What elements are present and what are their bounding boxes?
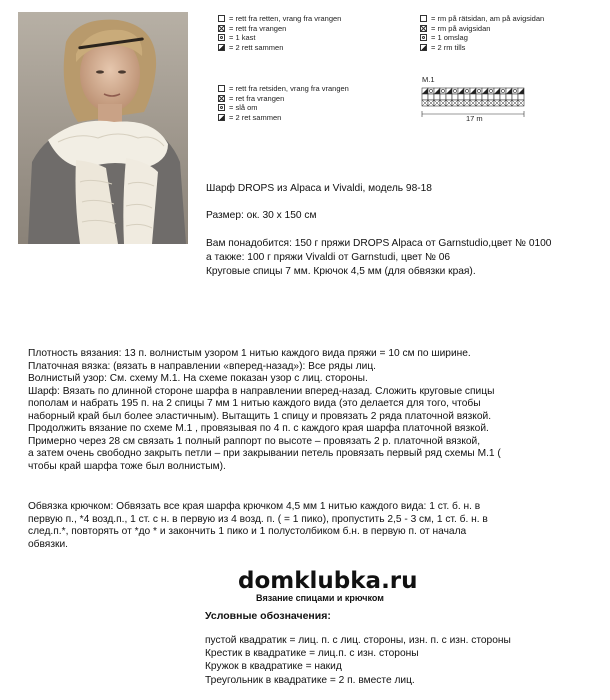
chart-cell	[464, 94, 470, 100]
chart-cell	[518, 94, 524, 100]
definitions-list	[205, 634, 511, 687]
legend-row: = rm på rätsidan, am på avigsidan	[420, 14, 544, 24]
site-logo[interactable]: domklubka.ru	[238, 568, 418, 594]
cross-square-icon	[218, 95, 225, 102]
chart-cell	[428, 88, 434, 94]
site-tagline: Вязание спицами и крючком	[256, 593, 384, 603]
chart-cell	[422, 94, 428, 100]
chart-cell	[476, 94, 482, 100]
triangle-square-icon	[218, 44, 225, 51]
pattern-size: Размер: ок. 30 х 150 см	[206, 210, 317, 221]
empty-square-icon	[420, 15, 427, 22]
legend-row: = 1 kast	[218, 33, 341, 43]
chart-cell	[482, 94, 488, 100]
crochet-instructions: Обвязка крючком: Обвязать все края шарфа крючком 4,5 мм 1 нитью каждого вида: 1 ст. б. н. в первую п., *4 возд.п., 1 ст. с н. в первую из 4 возд. п. ( = 1 пико), пропустить 2,5 - 3 см, 1 ст. б. н. в след.п.*, повторять от *до * и закончить 1 пико и 1 полустолбиком б.н. в первую п. от начала обвязки.	[28, 501, 488, 550]
materials-line-3: Круговые спицы 7 мм. Крючок 4,5 мм (для обвязки края).	[206, 266, 476, 277]
chart-cell	[452, 94, 458, 100]
definitions-title: Условные обозначения:	[205, 610, 331, 622]
model-photo	[18, 12, 188, 244]
instructions: Плотность вязания: 13 п. волнистым узором 1 нитью каждого вида пряжи = 10 см по ширине. Платочная вязка: (вязать в направлении «вперед-назад»): Все ряды лиц. Волнистый узор: См. схему М.1. На схеме показан узор с лиц. стороны. Шарф: Вязать по длинной стороне шарфа в направлении вперед-назад. Сложить круговые спицы пополам и набрать 195 п. на 2 спицы 7 мм 1 нитью каждого вида (это делается для того, чтобы наборный край был более эластичным). Вытащить 1 спицу и провязать 2 ряда платочной вязкой. Продолжить вязание по схеме М.1 , провязывая по 4 п. с каждого края шарфа платочной вязкой. Примерно через 28 см связать 1 полный раппорт по высоте – провязать 2 р. платочной вязкой, а затем очень свободно закрыть петли – при закрывании петель провязать первый ряд схемы М.1 ( чтобы край шарфа тоже был волнистым).	[28, 348, 501, 472]
circle-square-icon	[420, 34, 427, 41]
chart-cell	[446, 94, 452, 100]
legend-row: = rett fra retsiden, vrang fra vrangen	[218, 84, 349, 94]
legend-row: = 2 ret sammen	[218, 113, 349, 123]
chart-cell	[488, 94, 494, 100]
legend-group-a	[218, 14, 341, 52]
definition-item: Треугольник в квадратике = 2 п. вместе лиц.	[205, 674, 415, 686]
chart-cell	[512, 94, 518, 100]
chart-title: M.1	[422, 75, 435, 84]
chart-cell	[440, 88, 446, 94]
cross-square-icon	[420, 25, 427, 32]
legend-row: = rm på avigsidan	[420, 24, 544, 34]
circle-square-icon	[218, 104, 225, 111]
chart-cell	[440, 94, 446, 100]
chart-cell	[506, 94, 512, 100]
legend-row: = slå om	[218, 103, 349, 113]
chart-cell	[458, 94, 464, 100]
definition-item: Крестик в квадратике = лиц.п. с изн. стороны	[205, 648, 419, 660]
definition-item: пустой квадратик = лиц. п. с лиц. стороны, изн. п. с изн. стороны	[205, 635, 511, 646]
empty-square-icon	[218, 85, 225, 92]
triangle-square-icon	[218, 114, 225, 121]
chart-cell	[494, 94, 500, 100]
legend-group-c	[420, 14, 544, 52]
chart-width-label: 17 m	[466, 114, 483, 123]
definition-item: Кружок в квадратике = накид	[205, 661, 342, 673]
chart-cell	[452, 88, 458, 94]
chart-cell	[512, 88, 518, 94]
legend-row: = 2 rm tills	[420, 43, 544, 53]
legend-row: = rett fra retten, vrang fra vrangen	[218, 14, 341, 24]
legend-row: = ret fra vrangen	[218, 94, 349, 104]
chart-cell	[464, 88, 470, 94]
legend-group-b	[218, 84, 349, 122]
chart-cell	[476, 88, 482, 94]
materials-line-1: Вам понадобится: 150 г пряжи DROPS Alpaca от Garnstudio,цвет № 0100	[206, 238, 552, 249]
materials-line-2: а также: 100 г пряжи Vivaldi от Garnstudi, цвет № 06	[206, 252, 451, 263]
empty-square-icon	[218, 15, 225, 22]
cross-square-icon	[218, 25, 225, 32]
chart-cell	[488, 88, 494, 94]
triangle-square-icon	[420, 44, 427, 51]
chart-cell	[500, 88, 506, 94]
chart-cell	[428, 94, 434, 100]
circle-square-icon	[218, 34, 225, 41]
legend-row: = rett fra vrangen	[218, 24, 341, 34]
chart-cell	[500, 94, 506, 100]
legend-row: = 1 omslag	[420, 33, 544, 43]
pattern-title: Шарф DROPS из Alpaca и Vivaldi, модель 98-18	[206, 183, 432, 194]
chart-cell	[434, 94, 440, 100]
chart-cell	[470, 94, 476, 100]
legend-row: = 2 rett sammen	[218, 43, 341, 53]
